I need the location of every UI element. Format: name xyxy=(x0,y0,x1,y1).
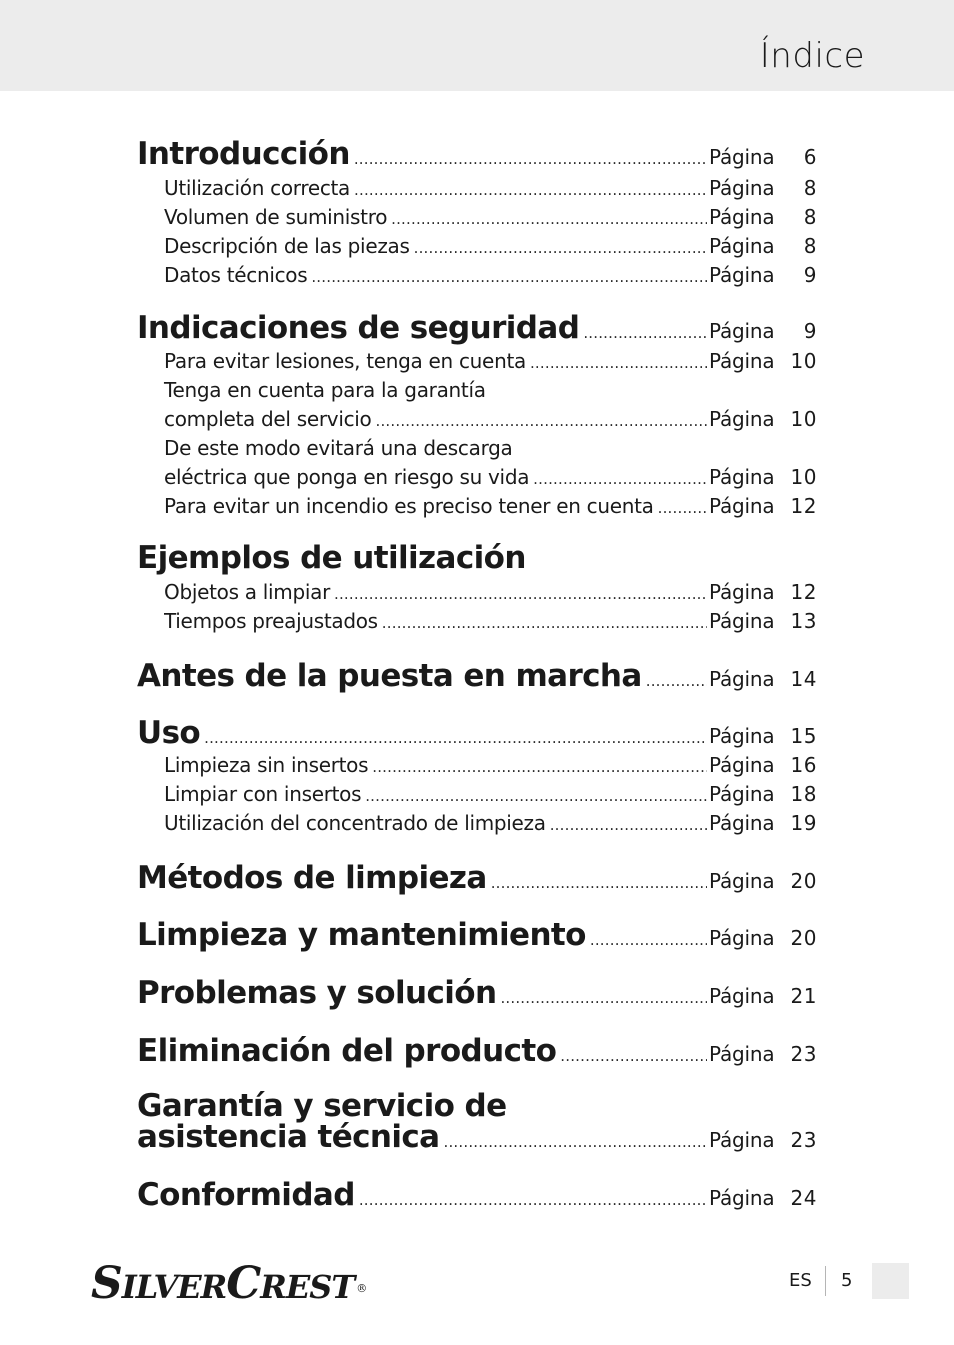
page-number: 8 xyxy=(803,176,817,200)
page-number: 14 xyxy=(790,667,817,691)
toc-item-tiempos-preajustados[interactable] xyxy=(137,606,819,636)
item-title: completa del servicio xyxy=(164,407,372,431)
item-title: Limpiar con insertos xyxy=(164,782,362,806)
page-number: 10 xyxy=(790,465,817,489)
leader-dots xyxy=(550,816,707,834)
leader-dots xyxy=(590,931,707,949)
toc-item-volumen-de-suministro[interactable] xyxy=(137,202,819,232)
page-word: Página xyxy=(709,1186,775,1210)
page-word: Página xyxy=(709,724,775,748)
item-title: Descripción de las piezas xyxy=(164,234,410,258)
page-number: 18 xyxy=(790,782,817,806)
leader-dots xyxy=(560,1047,707,1065)
toc-item-para-evitar-lesiones[interactable] xyxy=(137,346,819,376)
item-title-line1: De este modo evitará una descarga xyxy=(164,436,513,460)
leader-dots xyxy=(658,499,707,517)
section-title: Eliminación del producto xyxy=(137,1033,557,1069)
page-number: 8 xyxy=(803,234,817,258)
language-code: ES xyxy=(789,1270,812,1291)
toc-section-introduccion[interactable] xyxy=(137,136,819,172)
page-number: 20 xyxy=(790,926,817,950)
toc-item-garantia-completa[interactable] xyxy=(137,404,819,434)
item-title-line1: Tenga en cuenta para la garantía xyxy=(164,378,486,402)
item-title: Limpieza sin insertos xyxy=(164,753,369,777)
leader-dots xyxy=(530,354,707,372)
toc-section-problemas-y-solucion[interactable] xyxy=(137,975,819,1011)
leader-dots xyxy=(583,324,707,342)
page-number: 21 xyxy=(790,984,817,1008)
leader-dots xyxy=(382,614,707,632)
page-word: Página xyxy=(709,580,775,604)
section-title: Limpieza y mantenimiento xyxy=(137,917,586,953)
page-number: 20 xyxy=(790,869,817,893)
page-word: Página xyxy=(709,407,775,431)
page-number: 12 xyxy=(790,494,817,518)
page-number-footer: 5 xyxy=(841,1270,853,1291)
toc-section-conformidad[interactable] xyxy=(137,1177,819,1213)
page-number: 12 xyxy=(790,580,817,604)
page-word: Página xyxy=(709,319,775,343)
toc-section-indicaciones-de-seguridad[interactable] xyxy=(137,310,819,346)
toc-item-utilizacion-correcta[interactable] xyxy=(137,173,819,203)
page-number: 10 xyxy=(790,407,817,431)
section-title-line1: Garantía y servicio de xyxy=(137,1088,507,1124)
page-word: Página xyxy=(709,609,775,633)
page-word: Página xyxy=(709,205,775,229)
leader-dots xyxy=(414,239,707,257)
page-word: Página xyxy=(709,263,775,287)
section-title: Antes de la puesta en marcha xyxy=(137,658,642,694)
page-number: 15 xyxy=(790,724,817,748)
page-number: 23 xyxy=(790,1128,817,1152)
section-title: Problemas y solución xyxy=(137,975,497,1011)
page-number: 9 xyxy=(803,263,817,287)
leader-dots xyxy=(311,268,707,286)
page-word: Página xyxy=(709,234,775,258)
page-word: Página xyxy=(709,869,775,893)
item-title: Datos técnicos xyxy=(164,263,308,287)
leader-dots xyxy=(375,412,707,430)
page-number: 6 xyxy=(803,145,817,169)
item-title: eléctrica que ponga en riesgo su vida xyxy=(164,465,530,489)
page-number: 24 xyxy=(790,1186,817,1210)
page-word: Página xyxy=(709,1042,775,1066)
toc-section-garantia-y-servicio[interactable] xyxy=(137,1119,819,1155)
page-word: Página xyxy=(709,811,775,835)
page-word: Página xyxy=(709,667,775,691)
leader-dots xyxy=(334,585,707,603)
section-title: Métodos de limpieza xyxy=(137,860,487,896)
page-word: Página xyxy=(709,349,775,373)
leader-dots xyxy=(533,470,707,488)
toc-section-limpieza-y-mantenimiento[interactable] xyxy=(137,917,819,953)
toc-item-evitar-incendio[interactable] xyxy=(137,491,819,521)
page-number: 16 xyxy=(790,753,817,777)
page-number: 19 xyxy=(790,811,817,835)
leader-dots xyxy=(391,210,707,228)
page-word: Página xyxy=(709,145,775,169)
page-word: Página xyxy=(709,176,775,200)
page-word: Página xyxy=(709,753,775,777)
toc-section-metodos-de-limpieza[interactable] xyxy=(137,860,819,896)
section-title: Uso xyxy=(137,715,201,751)
toc-section-eliminacion-del-producto[interactable] xyxy=(137,1033,819,1069)
leader-dots xyxy=(354,181,707,199)
item-title: Tiempos preajustados xyxy=(164,609,378,633)
page-title: Índice xyxy=(759,36,865,76)
leader-dots xyxy=(354,150,707,168)
leader-dots xyxy=(372,758,707,776)
page-word: Página xyxy=(709,1128,775,1152)
leader-dots xyxy=(444,1133,708,1151)
silvercrest-logo: SILVERCREST ® xyxy=(91,1258,367,1309)
toc-section-uso[interactable] xyxy=(137,715,819,751)
footer-divider xyxy=(825,1266,826,1296)
footer-grey-box xyxy=(872,1263,909,1299)
toc-item-datos-tecnicos[interactable] xyxy=(137,260,819,290)
page-number: 8 xyxy=(803,205,817,229)
toc-section-ejemplos-de-utilizacion[interactable]: Ejemplos de utilización xyxy=(137,540,526,576)
toc-item-limpieza-sin-insertos[interactable] xyxy=(137,750,819,780)
section-title: Indicaciones de seguridad xyxy=(137,310,580,346)
leader-dots xyxy=(359,1191,707,1209)
section-title: Conformidad xyxy=(137,1177,355,1213)
leader-dots xyxy=(365,787,707,805)
toc-item-concentrado-de-limpieza[interactable] xyxy=(137,808,819,838)
item-title: Para evitar un incendio es preciso tener en cuenta xyxy=(164,494,654,518)
item-title: Volumen de suministro xyxy=(164,205,388,229)
page-word: Página xyxy=(709,465,775,489)
page-word: Página xyxy=(709,782,775,806)
page-number: 10 xyxy=(790,349,817,373)
leader-dots xyxy=(500,989,707,1007)
section-title: Introducción xyxy=(137,136,350,172)
leader-dots xyxy=(491,874,707,892)
item-title: Utilización correcta xyxy=(164,176,351,200)
page-word: Página xyxy=(709,984,775,1008)
toc-section-antes-de-la-puesta-en-marcha[interactable] xyxy=(137,658,819,694)
page-word: Página xyxy=(709,926,775,950)
item-title: Objetos a limpiar xyxy=(164,580,330,604)
item-title: Utilización del concentrado de limpieza xyxy=(164,811,546,835)
page-number: 13 xyxy=(790,609,817,633)
leader-dots xyxy=(646,672,707,690)
toc-item-descripcion-de-las-piezas[interactable] xyxy=(137,231,819,261)
section-title: asistencia técnica xyxy=(137,1119,440,1155)
leader-dots xyxy=(204,729,707,747)
toc-item-limpiar-con-insertos[interactable] xyxy=(137,779,819,809)
page-word: Página xyxy=(709,494,775,518)
toc-item-objetos-a-limpiar[interactable] xyxy=(137,577,819,607)
item-title: Para evitar lesiones, tenga en cuenta xyxy=(164,349,526,373)
page-number: 9 xyxy=(803,319,817,343)
toc-item-descarga-electrica[interactable] xyxy=(137,462,819,492)
page-number: 23 xyxy=(790,1042,817,1066)
